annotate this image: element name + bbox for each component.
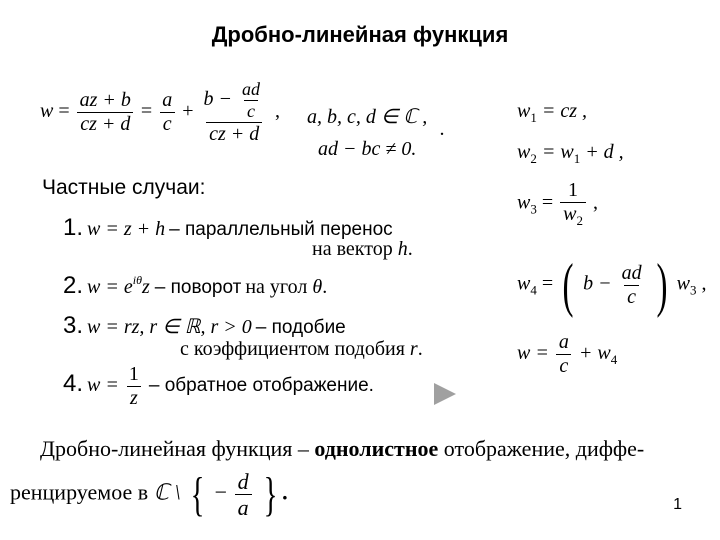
step-lhs: w	[517, 141, 531, 163]
equals-sign: =	[140, 99, 153, 122]
period: .	[282, 479, 288, 505]
case-3-continuation	[180, 338, 423, 361]
case-4	[63, 364, 374, 409]
equals-sign: =	[58, 99, 70, 122]
numerator	[200, 80, 268, 122]
conclusion-text-end: отображение, диффе-	[438, 436, 645, 461]
step-lhs: w	[517, 272, 531, 295]
slide-title: Дробно-линейная функция	[211, 22, 509, 47]
step-tail: + d ,	[585, 141, 624, 163]
right-brace: }	[263, 467, 278, 521]
factor-subscript: 3	[689, 282, 697, 298]
step-subscript: 3	[530, 201, 537, 217]
numerator: a	[558, 331, 569, 353]
step-w1	[517, 100, 587, 126]
b-minus: b −	[203, 87, 232, 110]
conclusion-line-2	[10, 467, 288, 521]
comma: ,	[274, 99, 280, 122]
fraction-1-z	[126, 364, 142, 409]
denominator: a	[235, 494, 252, 519]
fraction-ad-c	[239, 80, 263, 121]
denominator: cz + d	[77, 112, 133, 135]
period: .	[417, 338, 423, 360]
left-paren: (	[562, 252, 574, 318]
step-w4	[517, 252, 707, 318]
numerator: 1	[568, 179, 579, 201]
denominator: c	[556, 354, 571, 377]
step-tail: ,	[701, 272, 707, 295]
case-2	[63, 272, 327, 300]
numerator: a	[162, 88, 173, 111]
case-number: 4.	[63, 370, 84, 398]
step-tail: ,	[592, 191, 598, 214]
fraction-d-a	[235, 470, 252, 519]
formula-z: z	[141, 276, 150, 298]
conclusion-emphasis: однолистное	[314, 436, 439, 461]
step-w3-factor: w	[676, 272, 690, 295]
numerator: az + b	[79, 88, 131, 111]
exponent: iθ	[132, 273, 142, 287]
step-rhs-subscript: 1	[573, 151, 581, 166]
b-minus: b −	[583, 272, 612, 295]
formula-w-eq: w =	[87, 374, 119, 397]
ratio-symbol: r	[409, 338, 418, 360]
main-formula	[40, 80, 280, 145]
case-3	[63, 312, 346, 340]
den-subscript: 2	[576, 213, 583, 228]
conclusion-text: ренцируемое в	[10, 479, 154, 505]
case-description: – обратное отображение	[148, 375, 369, 397]
denominator: z	[127, 386, 141, 409]
coefficient-condition: a, b, c, d ∈ ℂ ,	[307, 106, 428, 128]
trailing-dot: .	[440, 118, 445, 140]
case-number: 2.	[63, 272, 84, 299]
case-1-continuation	[312, 238, 413, 261]
equals-sign: =	[541, 191, 554, 214]
period: .	[368, 375, 374, 397]
numerator: ad	[621, 261, 642, 284]
numerator: d	[237, 469, 249, 494]
step-rhs: + w	[578, 342, 611, 365]
step-w	[517, 332, 617, 377]
vector-symbol: h	[397, 238, 408, 260]
case-description: – подобие	[255, 317, 346, 338]
formula-w-e: w = e	[87, 276, 133, 298]
denominator: c	[160, 112, 175, 135]
conclusion-text: Дробно-линейная функция –	[40, 436, 315, 461]
slide-number: 1	[673, 496, 682, 513]
minus-sign: −	[214, 479, 228, 505]
fraction-1-w2	[560, 180, 586, 228]
plus-sign: +	[182, 99, 194, 122]
case-description-rest: на угол	[245, 276, 313, 298]
numerator: 1	[128, 363, 139, 385]
fraction-remainder	[200, 80, 268, 145]
step-lhs: w	[517, 100, 531, 122]
denominator: c	[624, 285, 639, 308]
step-w3	[517, 180, 598, 228]
domain-set: ℂ \	[153, 479, 181, 505]
step-subscript: 4	[610, 352, 618, 368]
case-text-line2: с коэффициентом подобия	[180, 338, 405, 360]
angle-symbol: θ	[312, 276, 323, 298]
case-formula	[87, 363, 149, 409]
case-formula	[87, 273, 155, 298]
left-brace: {	[190, 467, 205, 521]
conclusion-line-1	[40, 436, 644, 462]
case-number: 3.	[63, 312, 84, 339]
cases-heading: Частные случаи:	[42, 176, 206, 199]
step-subscript: 1	[530, 110, 537, 125]
denominator: c	[244, 100, 258, 121]
step-rhs: = w	[541, 141, 574, 163]
fraction-ad-c	[619, 263, 645, 308]
case-number: 1.	[63, 214, 84, 241]
case-formula: w = rz, r ∈ ℝ, r > 0	[87, 316, 252, 338]
step-rhs: = cz ,	[541, 100, 587, 122]
w-symbol: w	[40, 99, 54, 122]
step-lhs: w	[517, 191, 531, 214]
case-formula: w = z + h	[87, 218, 166, 240]
numerator: ad	[241, 79, 260, 99]
case-text-line2: на вектор	[312, 238, 393, 260]
period: .	[322, 276, 328, 298]
determinant-condition: ad − bc ≠ 0.	[318, 138, 417, 160]
fraction-a-c	[556, 332, 572, 377]
den-w: w	[563, 203, 577, 225]
fraction-a-c	[159, 90, 175, 135]
step-subscript: 4	[530, 282, 537, 298]
step-w2	[517, 141, 624, 167]
step-subscript: 2	[530, 151, 537, 166]
equals-sign: =	[541, 272, 554, 295]
case-description: – поворот	[154, 277, 242, 298]
denominator: cz + d	[206, 122, 262, 145]
denominator	[560, 202, 586, 228]
case-description: – параллельный перенос	[169, 219, 393, 240]
step-lhs: w =	[517, 342, 549, 365]
period: .	[407, 238, 413, 260]
next-arrow-icon[interactable]	[434, 383, 456, 405]
fraction-az-b	[77, 90, 134, 135]
right-paren: )	[656, 252, 668, 318]
